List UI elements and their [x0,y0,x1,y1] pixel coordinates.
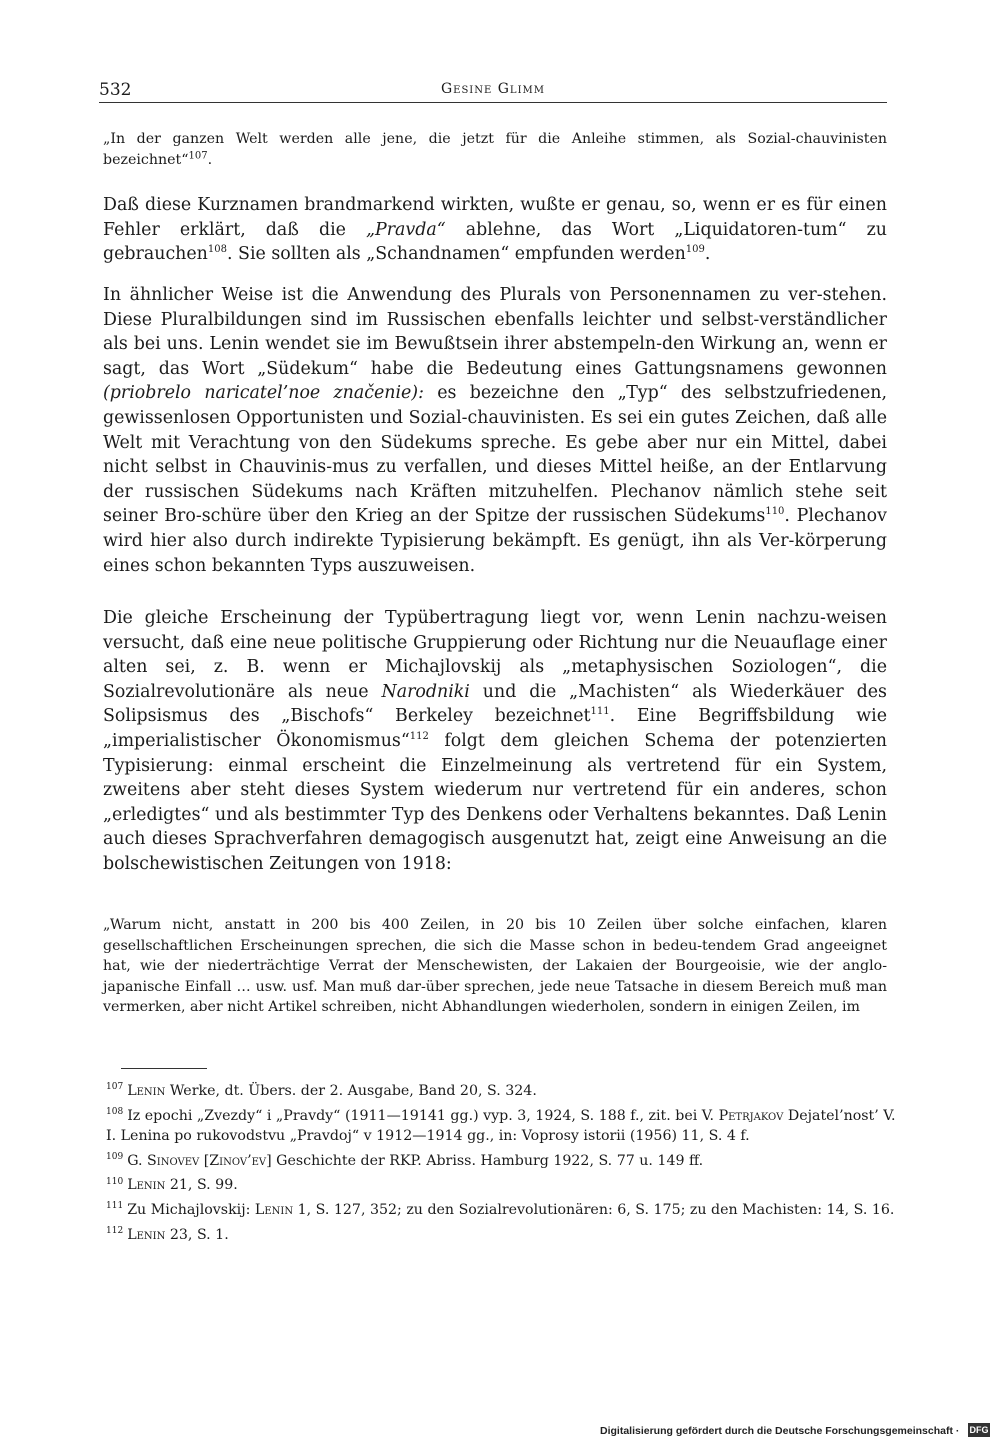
page-number: 532 [99,80,132,100]
footnote-text: 21, S. 99. [165,1177,238,1194]
footnote-text: 23, S. 1. [165,1226,229,1243]
text-run: Daß diese Kurznamen brandmarkend wirkten, wußte er genau, so, wenn er es für einen Fehler erklärt, daß die [103,195,887,240]
quote-text: „In der ganzen Welt werden alle jene, die jetzt für die Anleihe stimmen, als Sozial-chauvinisten bezeichnet“ [103,131,887,168]
block-quote-top [103,129,887,170]
author-name: Lenin [127,1226,166,1243]
footnote-109 [106,1151,902,1172]
footnote-110 [106,1175,902,1196]
footnote-111 [106,1200,902,1221]
footnote-number: 110 [106,1176,124,1187]
footnote-divider [121,1068,207,1069]
text-run: und die „Machisten“ als Wiederkäuer des Solipsismus des „Bischofs“ Berkeley bezeichnet [103,681,887,727]
footnote-number: 111 [106,1201,124,1212]
author-name: Lenin [127,1083,166,1099]
text-run: In ähnlicher Weise ist die Anwendung des Plurals von Personennamen zu ver-stehen. Diese Pluralbildungen sind im Russischen ebenfalls leichter und selbst-verständlicher als bei uns. Lenin wendet sie im Bewußtsein ihrer abstempeln-den Wirkung an, wenn er sagt, das Wort „Südekum“ habe die Bedeutung eines Gattungsnamens gewonnen [103,285,887,379]
running-head-author: Gesine Glimm [440,81,546,97]
paragraph-2 [103,283,887,578]
footnote-text: [ [199,1152,210,1169]
footnotes [106,1081,902,1249]
text-run: folgt dem gleichen Schema der potenzierten Typisierung: einmal erscheint die Einzelmeinung als vertretend für ein System, zweitens aber steht dieses System wiederum nur vertretend für ein anderes, schon „erledigtes“ und als bestimmter Typ des Denkens oder Verhaltens bekanntes. Daß Lenin auch dieses Sprachverfahren demagogisch ausgenutzt hat, zeigt eine Anweisung an die bolschewistischen Zeitungen von 1918: [103,730,887,874]
block-quote-bottom: „Warum nicht, anstatt in 200 bis 400 Zeilen, in 20 bis 10 Zeilen über solche einfachen, klaren gesellschaftlichen Erscheinungen sprechen, die sich die Masse schon in bedeu-tendem Grad angeeignet hat, wie der niederträchtige Verrat der Menschewisten, der Lakaien der Bourgeoisie, wie der anglo-japanische Einfall … usw. usf. Man muß dar-über sprechen, jede neue Tatsache in diesem Bereich muß man vermerken, aber nicht Artikel schreiben, nicht Abhandlungen wiederholen, sondern in einigen Zeilen, im [103,917,887,1015]
footnote-ref: 107 [188,149,208,161]
footnote-ref: 112 [409,731,429,743]
author-name: Lenin [127,1177,166,1194]
italic-run: Narodniki [381,681,470,702]
italic-run: „Pravda“ [366,219,446,240]
running-header [99,78,887,103]
digitization-credit: Digitalisierung gefördert durch die Deutsche Forschungsgemeinschaft · [600,1425,960,1437]
text-run: . [704,244,711,265]
footnote-text: Zu Michajlovskij: [127,1201,255,1218]
footnote-107 [106,1081,902,1102]
footnote-number: 109 [106,1152,124,1163]
footnote-ref: 109 [685,244,705,256]
dfg-logo: DFG [969,1425,989,1435]
text-run: Die gleiche Erscheinung der Typübertragung liegt vor, wenn Lenin nachzu-weisen versucht, daß eine neue politische Gruppierung oder Richtung nur die Neuauflage einer alten sei, z. B. wenn er Michajlovskij als „metaphysischen Soziologen“, die Sozialrevolutionäre als neue [103,608,887,702]
text-run: es bezeichne den „Typ“ des selbstzufriedenen, gewissenlosen Opportunisten und Sozial-chauvinisten. Es sei ein gutes Zeichen, daß alle Welt mit Verachtung von den Südekums spreche. Es gebe aber nur ein Mittel, dabei nicht selbst in Chauvinis-mus zu verfallen, und dieses Mittel heiße, an der Entlarvung der russischen Südekums nach Kräften mitzuhelfen. Plechanov nämlich stehe seit seiner Bro-schüre über den Krieg an der Spitze der russischen Südekums [103,383,887,527]
author-name: Zinov’ev [209,1152,267,1169]
footnote-text: Werke, dt. Übers. der 2. Ausgabe, Band 20, S. 324. [165,1083,537,1099]
author-name: Sinovev [147,1152,200,1169]
author-name: Petrjakov [718,1107,784,1124]
footnote-number: 112 [106,1225,124,1236]
footnote-ref: 111 [590,706,610,718]
text-run: . Plechanov wird hier also durch indirekte Typisierung bekämpft. Es genügt, ihn als Ver-körperung eines schon bekannten Typs auszuweisen. [103,506,887,576]
text-run: . Eine Begriffsbildung wie „imperialistischer Ökonomismus“ [103,706,887,751]
footnote-text: 1, S. 127, 352; zu den Sozialrevolutionären: 6, S. 175; zu den Machisten: 14, S. 16. [293,1201,895,1218]
italic-run: (priobrelo naricatel’noe značenie): [103,383,424,404]
paragraph-3 [103,606,887,877]
footnote-text: G. [127,1152,148,1169]
footnote-number: 108 [106,1106,124,1117]
footnote-text: Dejatel’nost’ V. I. Lenina po rukovodstvu „Pravdoj“ v 1912—1914 gg., in: Voprosy istorii (1956) 11, S. 4 f. [106,1107,896,1145]
footnote-ref: 108 [207,244,227,256]
footnote-text: Iz epochi „Zvezdy“ i „Pravdy“ (1911—19141 gg.) vyp. 3, 1924, S. 188 f., zit. bei V. [127,1107,719,1124]
footnote-108 [106,1106,902,1147]
quote-end: . [207,151,213,168]
text-run: . Sie sollten als „Schandnamen“ empfunden werden [226,244,686,265]
text-run: ablehne, das Wort „Liquidatoren-tum“ zu gebrauchen [103,219,887,265]
paragraph-1 [103,193,887,267]
footnote-112 [106,1225,902,1246]
footnote-number: 107 [106,1082,124,1093]
footnote-text: ] Geschichte der RKP. Abriss. Hamburg 1922, S. 77 u. 149 ff. [266,1152,704,1169]
author-name: Lenin [254,1201,294,1218]
footnote-ref: 110 [765,506,785,518]
